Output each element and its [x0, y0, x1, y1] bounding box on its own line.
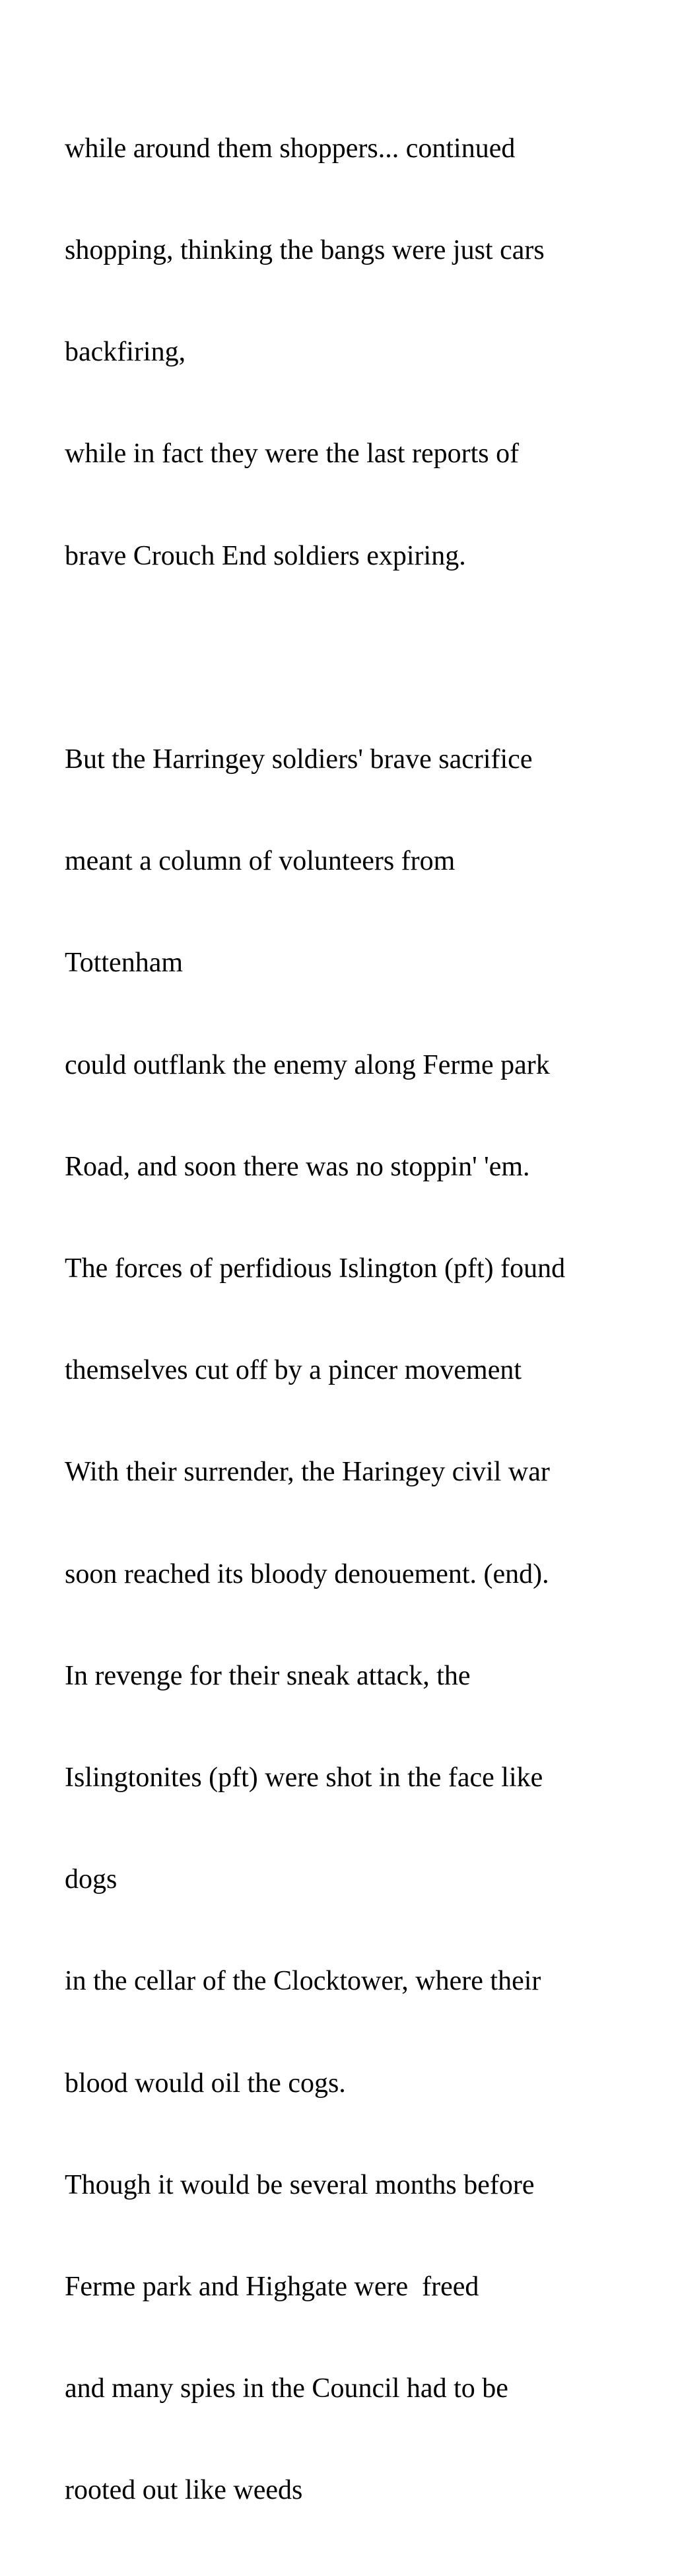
- text-line: brave Crouch End soldiers expiring.: [65, 540, 466, 571]
- text-line: Tottenham: [65, 948, 184, 979]
- text-line: while around them shoppers... continued: [65, 133, 516, 164]
- text-line: Though it would be several months before: [65, 2169, 535, 2200]
- text-line: Road, and soon there was no stoppin' 'em.: [65, 1151, 530, 1182]
- text-line: With their surrender, the Haringey civil war: [65, 1457, 550, 1488]
- text-line: The forces of perfidious Islington (pft) found: [65, 1253, 566, 1284]
- text-line: blood would oil the cogs.: [65, 2068, 346, 2099]
- text-line: meant a column of volunteers from: [65, 846, 456, 877]
- text-line: backfiring,: [65, 337, 186, 368]
- text-line: themselves cut off by a pincer movement: [65, 1355, 522, 1386]
- stanza-break: [65, 641, 659, 675]
- text-line: In revenge for their sneak attack, the: [65, 1660, 471, 1691]
- text-line: while in fact they were the last reports of: [65, 438, 520, 470]
- text-line: in the cellar of the Clocktower, where their: [65, 1966, 541, 1997]
- text-line: Islingtonites (pft) were shot in the face like: [65, 1762, 543, 1793]
- text-line: rooted out like weeds: [65, 2475, 303, 2506]
- text-line: Ferme park and Highgate were freed: [65, 2272, 479, 2303]
- text-line: and many spies in the Council had to be: [65, 2373, 508, 2404]
- text-line: shopping, thinking the bangs were just cars: [65, 235, 545, 266]
- text-line: dogs: [65, 1864, 118, 1895]
- text-line: could outflank the enemy along Ferme park: [65, 1049, 550, 1080]
- text-line: But the Harringey soldiers' brave sacrifice: [65, 744, 533, 775]
- text-line: soon reached its bloody denouement. (end).: [65, 1558, 549, 1589]
- poem-text: [65, 64, 659, 2576]
